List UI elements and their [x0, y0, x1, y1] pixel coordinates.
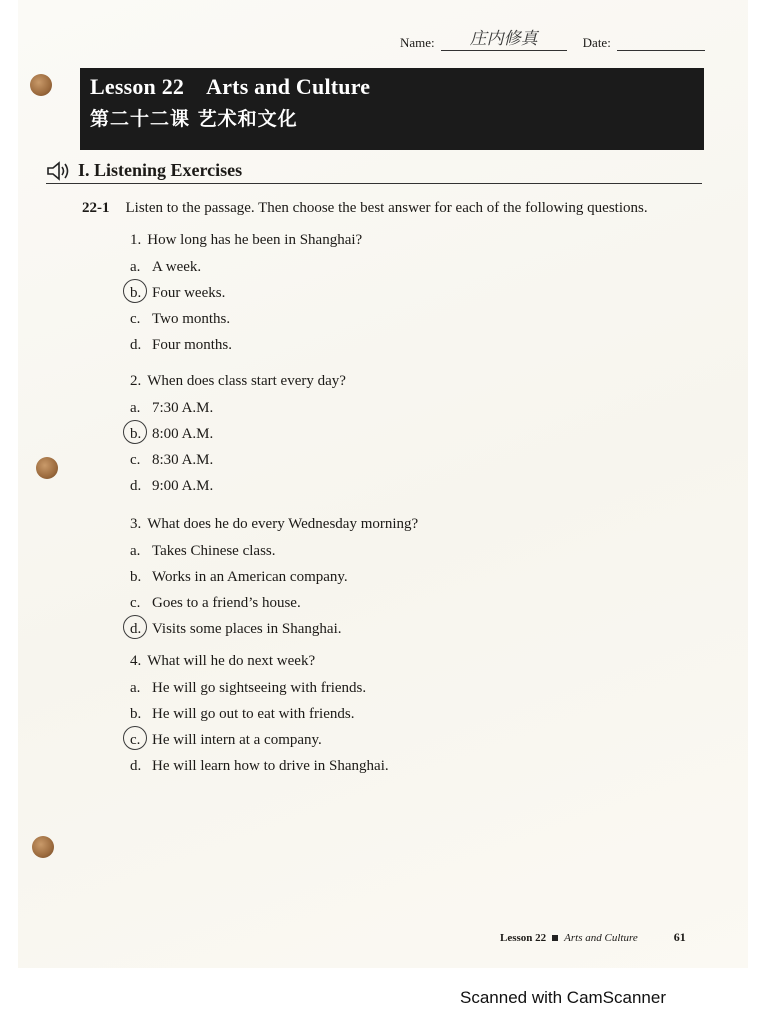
- binder-hole-bottom: [32, 836, 54, 858]
- lesson-title: Arts and Culture: [206, 74, 371, 99]
- question-text: 4. What will he do next week?: [130, 653, 316, 669]
- page-footer: [500, 930, 686, 945]
- answer-option-2a[interactable]: a. 7:30 A.M.: [130, 400, 214, 416]
- answer-option-1a[interactable]: a. A week.: [130, 259, 202, 275]
- name-label: Name:: [400, 35, 435, 50]
- lesson-banner: [80, 68, 704, 150]
- answer-option-4a[interactable]: a. He will go sightseeing with friends.: [130, 680, 367, 696]
- answer-option-1d[interactable]: d. Four months.: [130, 337, 233, 353]
- instruction-text: Listen to the passage. Then choose the best answer for each of the following questions.: [125, 200, 648, 216]
- answer-option-4d[interactable]: d. He will learn how to drive in Shanghai.: [130, 758, 389, 774]
- question-3: [130, 516, 418, 645]
- scanner-watermark: Scanned with CamScanner: [460, 988, 667, 1007]
- binder-hole-middle: [36, 457, 58, 479]
- answer-option-2d[interactable]: d. 9:00 A.M.: [130, 478, 214, 494]
- handwritten-name: 庄内修真: [441, 30, 567, 51]
- footer-subtitle: Arts and Culture: [564, 931, 638, 944]
- footer-square-icon: [552, 935, 558, 941]
- answer-option-2b[interactable]: b. 8:00 A.M.: [130, 424, 346, 450]
- section-heading: [46, 160, 702, 184]
- exercise-number: 22-1: [82, 200, 110, 216]
- answer-option-1b[interactable]: b. Four weeks.: [130, 283, 362, 309]
- name-date-row: [400, 30, 705, 51]
- question-4: [130, 653, 389, 782]
- binder-hole-top: [30, 74, 52, 96]
- page-number: 61: [673, 930, 686, 944]
- answer-option-3d[interactable]: d. Visits some places in Shanghai.: [130, 619, 418, 645]
- question-text: 2. When does class start every day?: [130, 373, 346, 389]
- answer-option-3c[interactable]: c. Goes to a friend’s house.: [130, 595, 301, 611]
- lesson-title-zh: 第二十二课 艺术和文化: [90, 108, 298, 130]
- exercise-instruction: [82, 200, 712, 217]
- lesson-number: Lesson 22: [90, 74, 185, 99]
- date-label: Date:: [582, 35, 611, 50]
- section-title: I. Listening Exercises: [78, 160, 243, 180]
- answer-option-2c[interactable]: c. 8:30 A.M.: [130, 452, 214, 468]
- lesson-title-en: [90, 74, 694, 100]
- answer-option-4c[interactable]: c. He will intern at a company.: [130, 730, 389, 756]
- question-text: 3. What does he do every Wednesday morning?: [130, 516, 419, 532]
- speaker-icon: [46, 161, 72, 181]
- answer-option-1c[interactable]: c. Two months.: [130, 311, 231, 327]
- footer-lesson: Lesson 22: [500, 931, 547, 944]
- question-text: 1. How long has he been in Shanghai?: [130, 232, 363, 248]
- answer-option-3a[interactable]: a. Takes Chinese class.: [130, 543, 276, 559]
- answer-option-3b[interactable]: b. Works in an American company.: [130, 569, 348, 585]
- question-2: [130, 373, 346, 502]
- date-field: [617, 30, 705, 51]
- question-1: [130, 232, 362, 361]
- answer-option-4b[interactable]: b. He will go out to eat with friends.: [130, 706, 355, 722]
